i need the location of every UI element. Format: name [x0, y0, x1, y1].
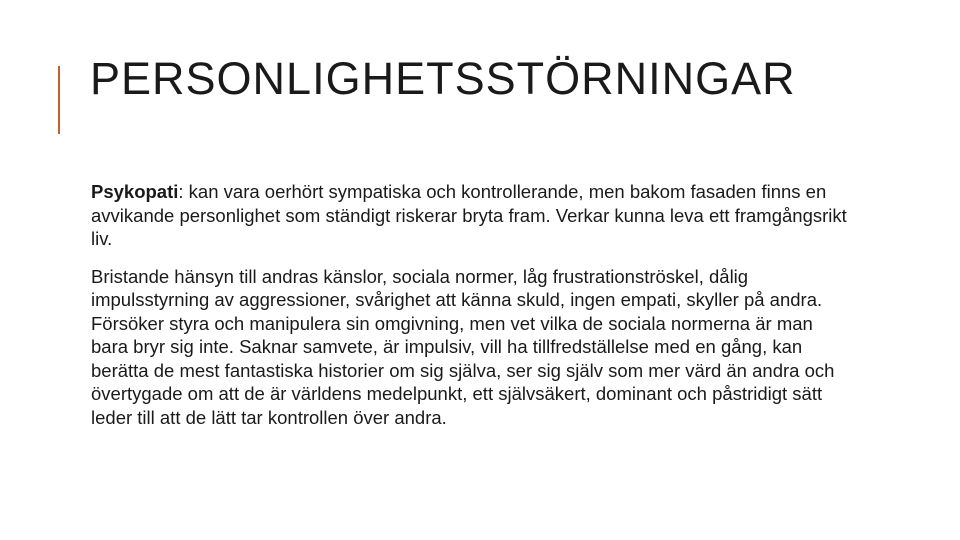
slide-body: [91, 180, 851, 443]
term-psykopati: Psykopati: [91, 181, 179, 202]
paragraph-traits: [91, 265, 851, 430]
slide-title: PERSONLIGHETSSTÖRNINGAR: [90, 53, 796, 104]
title-accent-bar: [58, 66, 60, 134]
paragraph-psykopati-text: : kan vara oerhört sympatiska och kontrollerande, men bakom fasaden finns en avvikande personlighet som ständigt riskerar bryta fram. Verkar kunna leva ett framgångsrikt liv.: [91, 181, 847, 249]
paragraph-traits-text: Bristande hänsyn till andras känslor, sociala normer, låg frustrationströskel, dålig impulsstyrning av aggressioner, svårighet att känna skuld, ingen empati, skyller på andra. Försöker styra och manipulera sin omgivning, men vet vilka de sociala normerna är man bara bryr sig inte. Saknar samvete, är impulsiv, vill ha tillfredställelse med en gång, kan berätta de mest fantastiska historier om sig själva, ser sig själv som mer värd än andra och övertygade om att de är världens medelpunkt, ett självsäkert, dominant och påstridigt sätt leder till att de lätt tar kontrollen över andra.: [91, 265, 835, 428]
paragraph-psykopati: [91, 180, 851, 251]
